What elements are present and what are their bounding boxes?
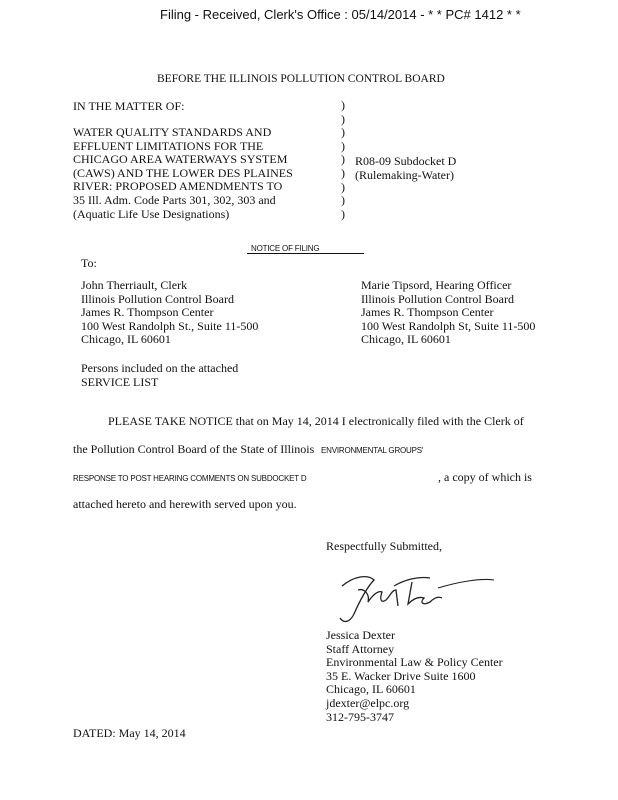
in-the-matter-of: IN THE MATTER OF: <box>73 99 185 113</box>
address-line: John Therriault, Clerk <box>81 278 188 292</box>
notice-body-line: attached hereto and herewith served upon you. <box>73 497 297 511</box>
dated-line: DATED: May 14, 2014 <box>73 726 186 740</box>
notice-body-line: , a copy of which is <box>438 470 532 484</box>
address-line: Illinois Pollution Control Board <box>361 291 515 306</box>
caption-line: 35 Ill. Adm. Code Parts 301, 302, 303 and <box>73 192 276 207</box>
caption-line: WATER QUALITY STANDARDS AND <box>73 125 272 139</box>
paren-mark: ) <box>341 98 345 112</box>
signer-phone: 312-795-3747 <box>326 709 394 724</box>
case-caption <box>73 126 293 221</box>
filing-stamp: Filing - Received, Clerk's Office : 05/14/2014 - * * PC# 1412 * * <box>160 7 521 22</box>
address-line: Chicago, IL 60601 <box>81 332 171 347</box>
service-line: Persons included on the attached <box>81 361 239 375</box>
caption-line: (Aquatic Life Use Designations) <box>73 206 230 221</box>
address-line: James R. Thompson Center <box>361 305 494 320</box>
notice-body-line: the Pollution Control Board of the State of Illinois <box>73 442 315 456</box>
docket-number: R08-09 Subdocket D <box>355 154 457 168</box>
paren-mark: ) <box>341 138 345 153</box>
service-line: SERVICE LIST <box>81 374 159 389</box>
signer-address: 35 E. Wacker Drive Suite 1600 <box>326 668 476 683</box>
address-line: Chicago, IL 60601 <box>361 332 451 347</box>
paren-mark: ) <box>341 125 345 140</box>
heading-underline <box>247 253 364 254</box>
signature <box>334 566 504 628</box>
caption-line: EFFLUENT LIMITATIONS FOR THE <box>73 138 264 153</box>
notice-body-line: PLEASE TAKE NOTICE that on May 14, 2014 I electronically filed with the Clerk of <box>108 414 524 428</box>
address-line: Marie Tipsord, Hearing Officer <box>361 278 512 292</box>
to-label: To: <box>81 256 97 270</box>
caption-line: (CAWS) AND THE LOWER DES PLAINES <box>73 165 293 180</box>
signature-block <box>326 629 503 724</box>
paren-mark: ) <box>341 111 345 126</box>
paren-mark: ) <box>341 193 345 208</box>
address-line: James R. Thompson Center <box>81 305 214 320</box>
address-line: 100 West Randolph St, Suite 11-500 <box>361 318 536 333</box>
service-list-note <box>81 362 238 389</box>
filing-party: ENVIRONMENTAL GROUPS' <box>321 446 424 455</box>
signer-org: Environmental Law & Policy Center <box>326 655 503 670</box>
address-line: Illinois Pollution Control Board <box>81 291 235 306</box>
signer-email: jdexter@elpc.org <box>326 695 410 710</box>
signer-address: Chicago, IL 60601 <box>326 682 416 697</box>
recipient-right <box>361 279 535 347</box>
address-line: 100 West Randolph St., Suite 11-500 <box>81 318 259 333</box>
salutation: Respectfully Submitted, <box>326 539 442 553</box>
caption-line: RIVER: PROPOSED AMENDMENTS TO <box>73 179 283 194</box>
caption-line: CHICAGO AREA WATERWAYS SYSTEM <box>73 152 288 167</box>
signer-name: Jessica Dexter <box>326 628 395 642</box>
signer-title: Staff Attorney <box>326 641 395 656</box>
paren-mark: ) <box>341 165 345 180</box>
paren-mark: ) <box>341 152 345 167</box>
paren-mark: ) <box>341 206 345 221</box>
docket-type: (Rulemaking-Water) <box>355 167 454 182</box>
document-title: BEFORE THE ILLINOIS POLLUTION CONTROL BOARD <box>157 73 445 85</box>
caption-parentheses <box>341 99 345 221</box>
notice-heading: NOTICE OF FILING <box>251 244 320 253</box>
recipient-left <box>81 279 258 347</box>
paren-mark: ) <box>341 179 345 194</box>
docket-info <box>355 155 456 182</box>
filing-title: RESPONSE TO POST HEARING COMMENTS ON SUBDOCKET D <box>73 474 307 483</box>
